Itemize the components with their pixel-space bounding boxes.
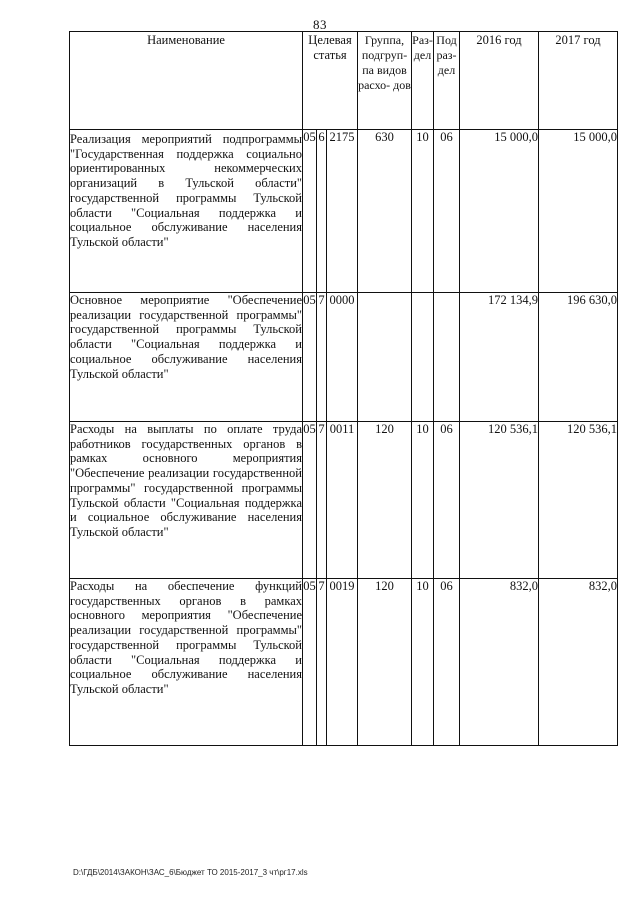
row-group: 120 bbox=[358, 579, 412, 746]
row-code-a: 05 bbox=[303, 422, 317, 579]
row-group bbox=[358, 293, 412, 422]
row-2017: 196 630,0 bbox=[539, 293, 618, 422]
row-name: Основное мероприятие "Обеспечение реализации государственной программы" государственной программы Тульской области "Социальная поддержка и социальное обслуживание населения Тульской области" bbox=[70, 293, 303, 422]
row-2016: 172 134,9 bbox=[460, 293, 539, 422]
row-code-a: 05 bbox=[303, 579, 317, 746]
row-section: 10 bbox=[412, 579, 434, 746]
row-code-c: 0000 bbox=[327, 293, 358, 422]
table-row bbox=[70, 422, 618, 579]
row-subsection: 06 bbox=[434, 422, 460, 579]
row-subsection bbox=[434, 293, 460, 422]
row-group: 120 bbox=[358, 422, 412, 579]
header-subsection: Под раз- дел bbox=[434, 32, 460, 130]
row-name: Расходы на выплаты по оплате труда работников государственных органов в рамках основного мероприятия "Обеспечение реализации государственной программы" государственной программы Тульской области "Социальная поддержка и социальное обслуживание населения Тульской области" bbox=[70, 422, 303, 579]
header-year-2016: 2016 год bbox=[460, 32, 539, 130]
row-code-b: 7 bbox=[317, 422, 327, 579]
row-2016: 15 000,0 bbox=[460, 130, 539, 293]
row-code-b: 7 bbox=[317, 293, 327, 422]
row-subsection: 06 bbox=[434, 130, 460, 293]
table-row bbox=[70, 130, 618, 293]
row-code-b: 7 bbox=[317, 579, 327, 746]
row-code-c: 0019 bbox=[327, 579, 358, 746]
row-section bbox=[412, 293, 434, 422]
page-number: 83 bbox=[313, 17, 327, 32]
table-row bbox=[70, 293, 618, 422]
header-target-article: Целевая статья bbox=[303, 32, 358, 130]
row-name: Реализация мероприятий подпрограммы "Государственная поддержка социально ориентированных некоммерческих организаций в Тульской области" государственной программы Тульской области "Социальная поддержка и социальное обслуживание населения Тульской области" bbox=[70, 130, 303, 293]
row-subsection: 06 bbox=[434, 579, 460, 746]
row-section: 10 bbox=[412, 422, 434, 579]
row-2016: 120 536,1 bbox=[460, 422, 539, 579]
row-code-b: 6 bbox=[317, 130, 327, 293]
row-code-a: 05 bbox=[303, 130, 317, 293]
row-group: 630 bbox=[358, 130, 412, 293]
budget-table bbox=[69, 31, 618, 746]
row-code-c: 2175 bbox=[327, 130, 358, 293]
header-year-2017: 2017 год bbox=[539, 32, 618, 130]
row-code-a: 05 bbox=[303, 293, 317, 422]
row-section: 10 bbox=[412, 130, 434, 293]
row-2017: 832,0 bbox=[539, 579, 618, 746]
header-row bbox=[70, 32, 618, 130]
row-name: Расходы на обеспечение функций государственных органов в рамках основного мероприятия "Обеспечение реализации государственной программы" государственной программы Тульской области "Социальная поддержка и социальное обслуживание населения Тульской области" bbox=[70, 579, 303, 746]
file-path-footer: D:\ГДБ\2014\ЗАКОН\ЗАС_6\Бюджет ТО 2015-2017_3 чт\рг17.xls bbox=[73, 868, 308, 877]
row-code-c: 0011 bbox=[327, 422, 358, 579]
row-2017: 120 536,1 bbox=[539, 422, 618, 579]
header-name: Наименование bbox=[70, 32, 303, 130]
header-section: Раз- дел bbox=[412, 32, 434, 130]
row-2016: 832,0 bbox=[460, 579, 539, 746]
row-2017: 15 000,0 bbox=[539, 130, 618, 293]
table-row bbox=[70, 579, 618, 746]
header-group: Группа, подгруп- па видов расхо- дов bbox=[358, 32, 412, 130]
